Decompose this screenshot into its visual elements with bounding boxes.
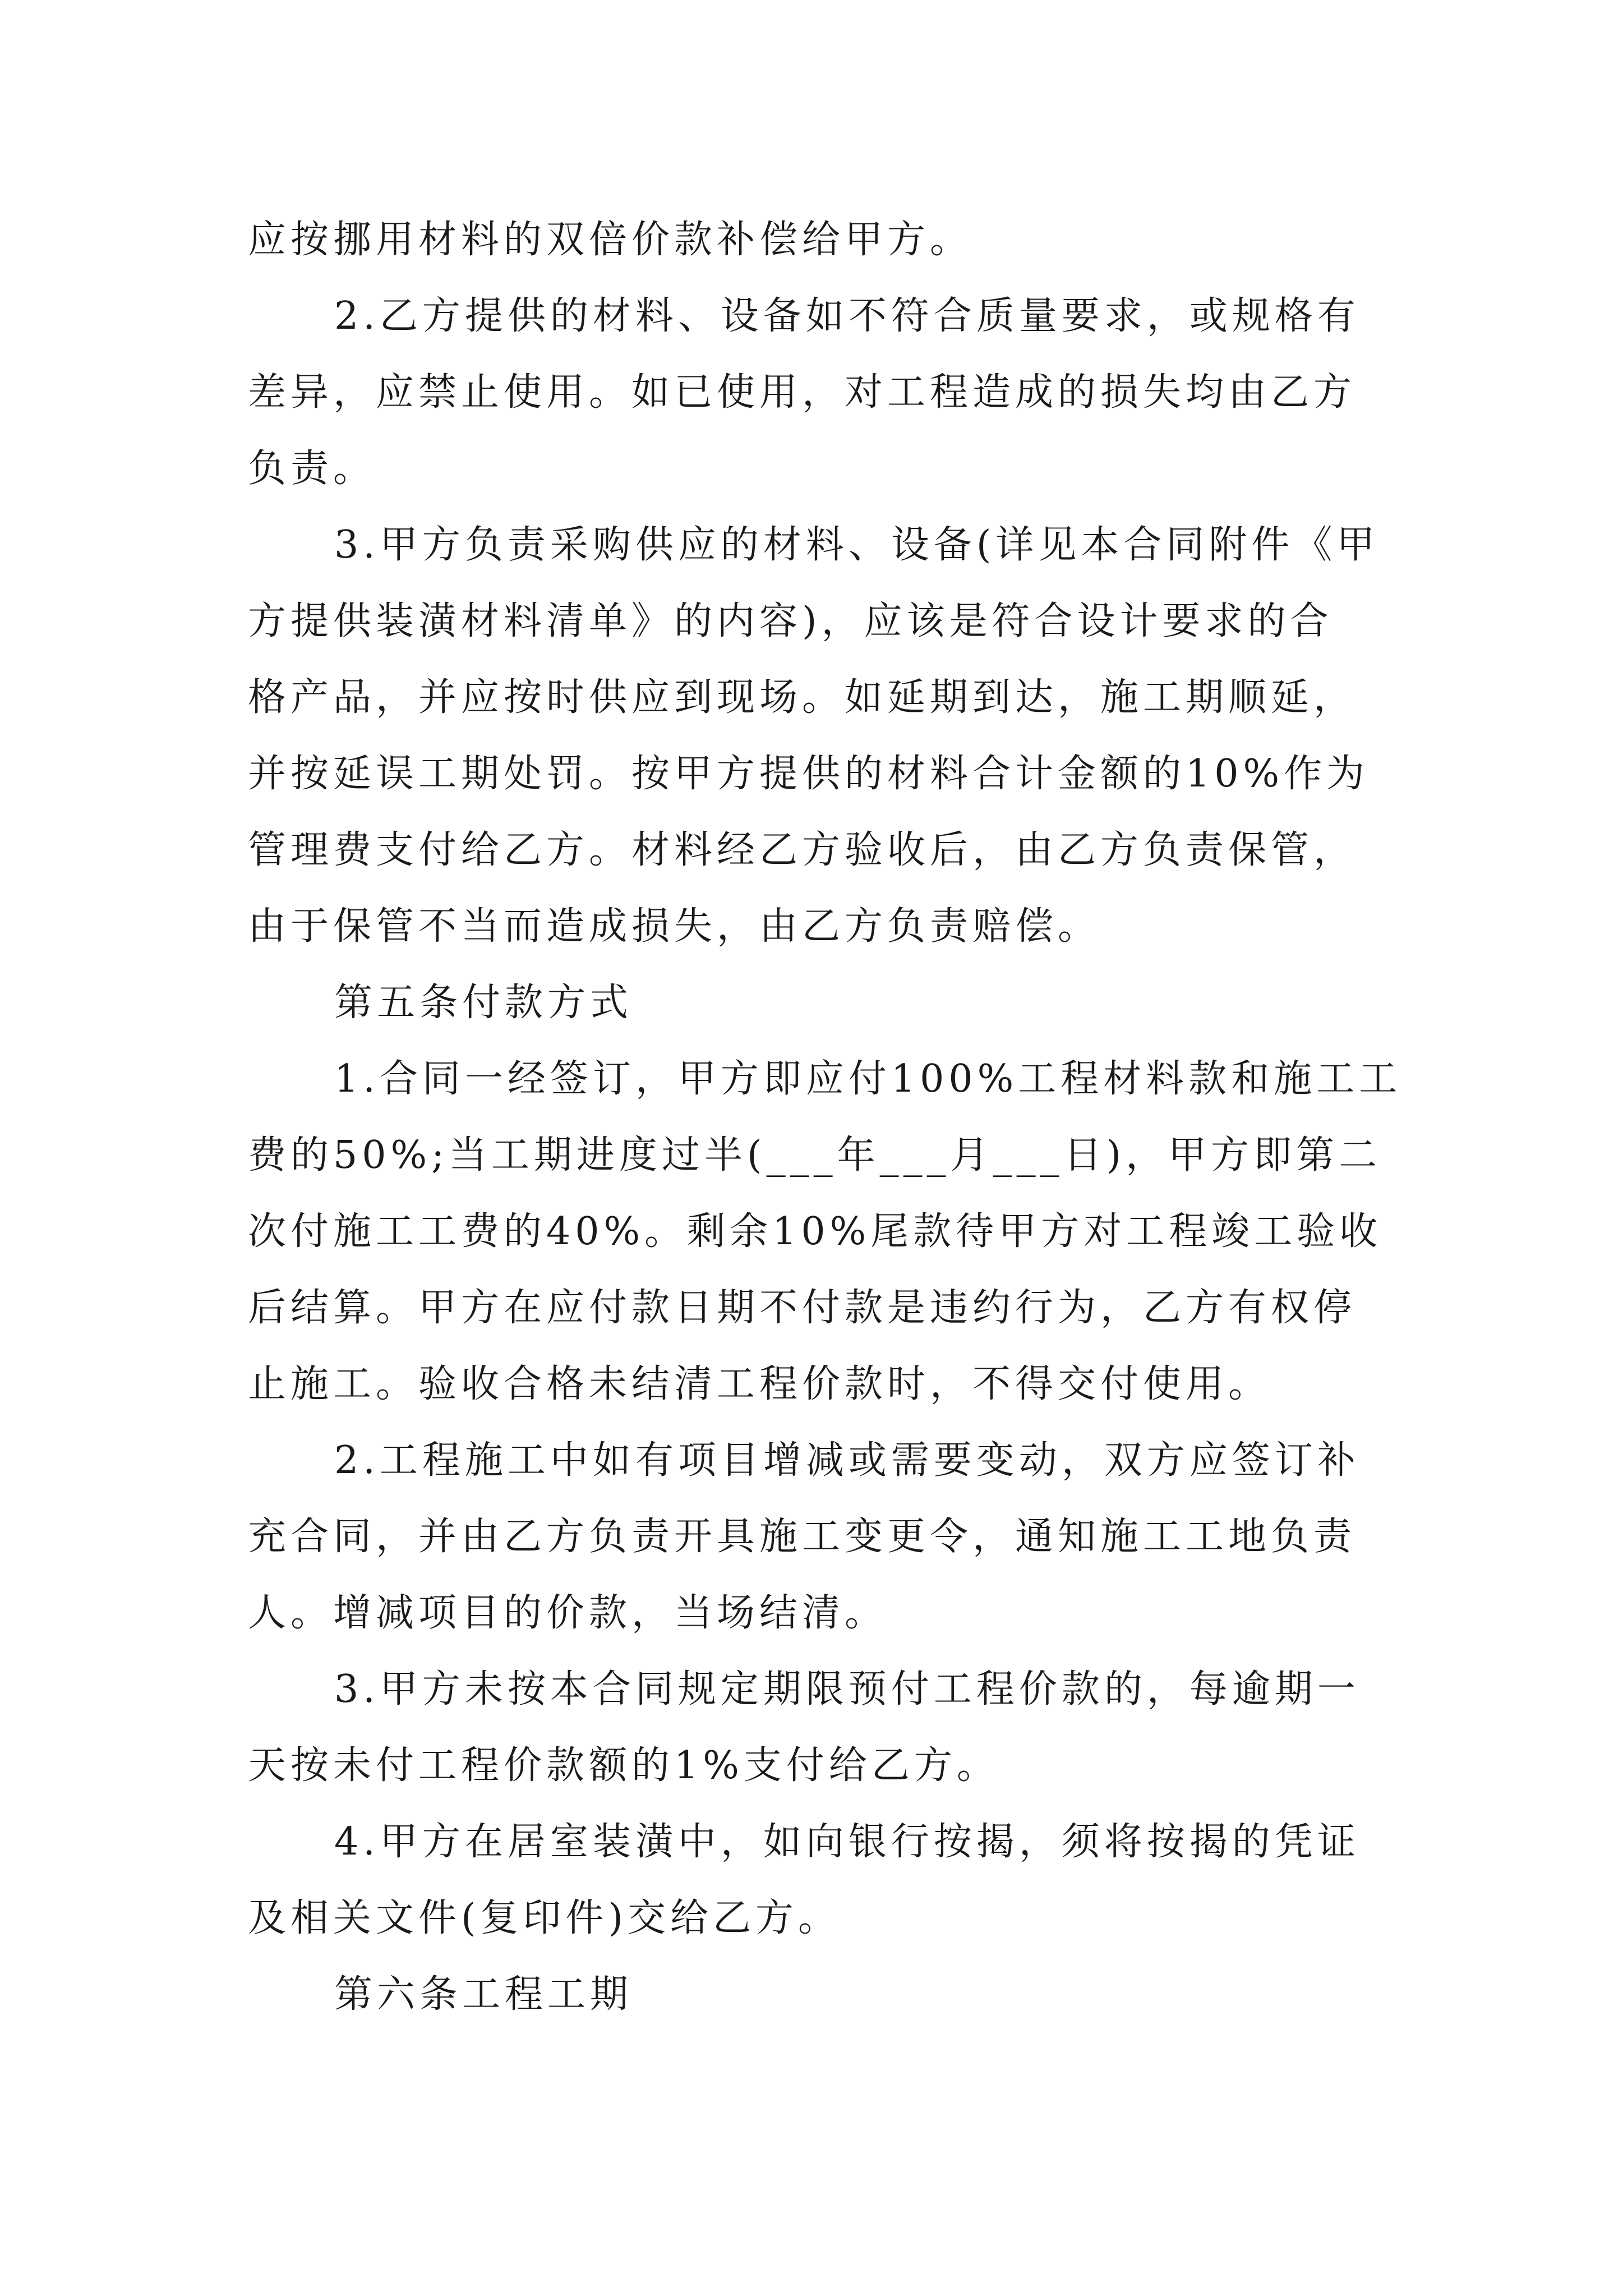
text-line: 人。增减项目的价款，当场结清。 <box>248 1591 888 1635</box>
text-line: 方提供装潢材料清单》的内容)，应该是符合设计要求的合 <box>248 599 1333 643</box>
text-line: 差异，应禁止使用。如已使用，对工程造成的损失均由乙方 <box>248 370 1357 415</box>
text-line: 充合同，并由乙方负责开具施工变更令，通知施工工地负责 <box>248 1515 1357 1559</box>
text-line: 3.甲方负责采购供应的材料、设备(详见本合同附件《甲 <box>334 523 1380 567</box>
text-line: 3.甲方未按本合同规定期限预付工程价款的，每逾期一 <box>334 1667 1360 1711</box>
text-line: 后结算。甲方在应付款日期不付款是违约行为，乙方有权停 <box>248 1286 1357 1330</box>
text-line: 4.甲方在居室装潢中，如向银行按揭，须将按揭的凭证 <box>334 1820 1360 1864</box>
text-line: 2.工程施工中如有项目增减或需要变动，双方应签订补 <box>334 1438 1360 1483</box>
text-line: 负责。 <box>248 447 376 491</box>
text-line: 1.合同一经签订，甲方即应付100%工程材料款和施工工 <box>334 1057 1402 1101</box>
text-line: 2.乙方提供的材料、设备如不符合质量要求，或规格有 <box>334 294 1360 338</box>
section-heading: 第五条付款方式 <box>334 981 633 1025</box>
text-line: 及相关文件(复印件)交给乙方。 <box>248 1896 841 1940</box>
text-line: 应按挪用材料的双倍价款补偿给甲方。 <box>248 218 973 262</box>
text-line: 格产品，并应按时供应到现场。如延期到达，施工期顺延， <box>248 675 1357 720</box>
text-line: 并按延误工期处罚。按甲方提供的材料合计金额的10%作为 <box>248 752 1370 796</box>
text-line: 费的50%;当工期进度过半(___年___月___日)，甲方即第二 <box>248 1133 1382 1177</box>
contract-text-body <box>248 202 1402 2033</box>
text-line: 由于保管不当而造成损失，由乙方负责赔偿。 <box>248 904 1101 949</box>
text-line: 天按未付工程价款额的1%支付给乙方。 <box>248 1743 999 1788</box>
text-line: 次付施工工费的40%。剩余10%尾款待甲方对工程竣工验收 <box>248 1209 1382 1254</box>
text-line: 止施工。验收合格未结清工程价款时，不得交付使用。 <box>248 1362 1271 1406</box>
text-line: 管理费支付给乙方。材料经乙方验收后，由乙方负责保管， <box>248 828 1357 872</box>
section-heading: 第六条工程工期 <box>334 1972 633 2017</box>
